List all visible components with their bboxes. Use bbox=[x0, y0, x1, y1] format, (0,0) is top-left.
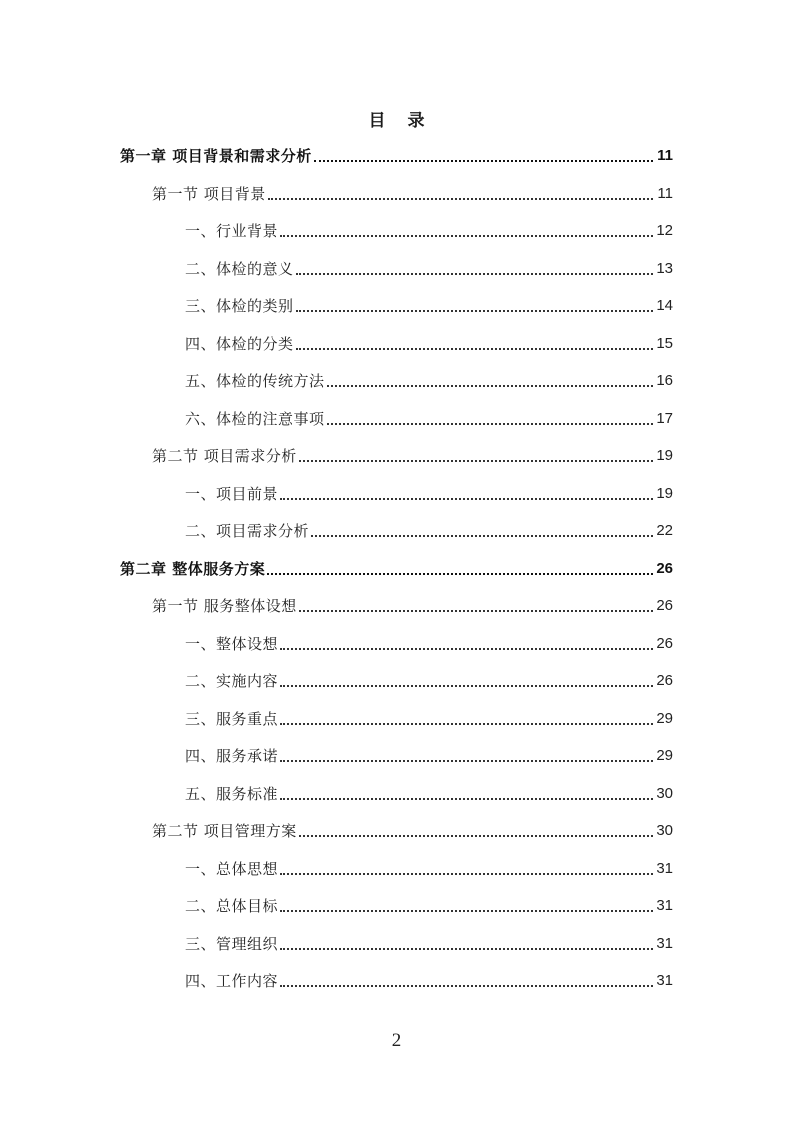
dot-leader bbox=[296, 273, 653, 275]
toc-entry-page: 31 bbox=[656, 934, 673, 952]
toc-entry-chapter-1[interactable] bbox=[120, 144, 673, 168]
dot-leader bbox=[299, 610, 653, 612]
toc-entry-label: 第二章 整体服务方案 bbox=[120, 559, 266, 578]
dot-leader bbox=[327, 385, 653, 387]
toc-entry-label: 六、体检的注意事项 bbox=[185, 409, 325, 428]
toc-entry-label: 三、管理组织 bbox=[185, 934, 279, 953]
toc-entry-page: 14 bbox=[656, 297, 673, 314]
toc-entry-item[interactable] bbox=[185, 969, 673, 993]
dot-leader bbox=[314, 160, 653, 162]
toc-entry-page: 13 bbox=[656, 259, 673, 277]
dot-leader bbox=[299, 460, 653, 462]
dot-leader bbox=[280, 723, 653, 725]
toc-entry-page: 29 bbox=[656, 747, 673, 764]
dot-leader bbox=[280, 985, 653, 987]
dot-leader bbox=[311, 535, 653, 537]
dot-leader bbox=[268, 198, 653, 200]
toc-entry-page: 26 bbox=[656, 597, 673, 614]
toc-entry-label: 第一节 项目背景 bbox=[152, 184, 266, 203]
toc-entry-page: 22 bbox=[656, 522, 673, 539]
toc-entry-page: 26 bbox=[656, 559, 673, 577]
toc-entry-label: 一、整体设想 bbox=[185, 634, 279, 653]
toc-entry-item[interactable] bbox=[185, 482, 673, 506]
toc-entry-label: 二、总体目标 bbox=[185, 897, 279, 915]
toc-entry-item[interactable] bbox=[185, 219, 673, 243]
toc-entry-label: 一、总体思想 bbox=[185, 859, 279, 878]
toc-entry-label: 一、项目前景 bbox=[185, 484, 279, 503]
toc-entry-page: 31 bbox=[656, 897, 673, 914]
toc-entry-item[interactable] bbox=[185, 294, 673, 318]
dot-leader bbox=[280, 760, 653, 762]
dot-leader bbox=[280, 235, 653, 237]
toc-entry-page: 19 bbox=[656, 484, 673, 502]
toc-entry-label: 二、实施内容 bbox=[185, 672, 279, 690]
toc-entry-item[interactable] bbox=[185, 857, 673, 881]
toc-title: 目 录 bbox=[368, 111, 433, 131]
toc-entry-page: 30 bbox=[656, 822, 673, 839]
toc-entry-label: 第二节 项目需求分析 bbox=[152, 447, 297, 465]
toc-entry-item[interactable] bbox=[185, 894, 673, 918]
toc-entry-label: 二、体检的意义 bbox=[185, 259, 294, 278]
toc-entry-label: 三、服务重点 bbox=[185, 709, 279, 728]
toc-entry-item[interactable] bbox=[185, 257, 673, 281]
toc-entry-chapter-2[interactable] bbox=[120, 557, 673, 581]
toc-entry-section[interactable] bbox=[152, 444, 673, 468]
toc-entry-section[interactable] bbox=[152, 819, 673, 843]
toc-entry-label: 五、服务标准 bbox=[185, 784, 279, 803]
toc-entry-item[interactable] bbox=[185, 369, 673, 393]
dot-leader bbox=[280, 648, 653, 650]
toc-entry-page: 12 bbox=[656, 222, 673, 239]
toc-entry-page: 16 bbox=[656, 372, 673, 389]
toc-entry-page: 11 bbox=[657, 184, 673, 202]
dot-leader bbox=[280, 948, 653, 950]
dot-leader bbox=[327, 423, 653, 425]
toc-entry-page: 26 bbox=[656, 672, 673, 689]
dot-leader bbox=[296, 310, 653, 312]
toc-entry-page: 11 bbox=[657, 147, 673, 164]
toc-entry-page: 15 bbox=[656, 334, 673, 352]
dot-leader bbox=[280, 910, 653, 912]
toc-entry-label: 一、行业背景 bbox=[185, 222, 279, 240]
toc-entry-label: 二、项目需求分析 bbox=[185, 522, 310, 540]
dot-leader bbox=[299, 835, 653, 837]
toc-entry-item[interactable] bbox=[185, 632, 673, 656]
toc-entry-label: 四、工作内容 bbox=[185, 972, 279, 990]
toc-entry-item[interactable] bbox=[185, 519, 673, 543]
page-number: 2 bbox=[391, 1030, 402, 1051]
toc-entry-page: 19 bbox=[656, 447, 673, 464]
toc-entry-item[interactable] bbox=[185, 932, 673, 956]
dot-leader bbox=[267, 573, 653, 575]
toc-entry-item[interactable] bbox=[185, 407, 673, 431]
toc-entry-item[interactable] bbox=[185, 782, 673, 806]
toc-entry-section[interactable] bbox=[152, 182, 673, 206]
toc-entry-page: 31 bbox=[656, 859, 673, 877]
toc-entry-label: 四、体检的分类 bbox=[185, 334, 294, 353]
dot-leader bbox=[280, 685, 653, 687]
toc-entry-label: 五、体检的传统方法 bbox=[185, 372, 325, 390]
toc-entry-item[interactable] bbox=[185, 669, 673, 693]
toc-entry-label: 四、服务承诺 bbox=[185, 747, 279, 765]
toc-entry-item[interactable] bbox=[185, 332, 673, 356]
toc-entry-label: 第二节 项目管理方案 bbox=[152, 822, 297, 840]
toc-entry-page: 17 bbox=[656, 409, 673, 427]
dot-leader bbox=[280, 873, 653, 875]
toc-entry-page: 31 bbox=[656, 972, 673, 989]
toc-entry-item[interactable] bbox=[185, 707, 673, 731]
dot-leader bbox=[280, 498, 653, 500]
dot-leader bbox=[296, 348, 653, 350]
toc-entry-section[interactable] bbox=[152, 594, 673, 618]
toc-entry-page: 29 bbox=[656, 709, 673, 727]
toc-entry-label: 三、体检的类别 bbox=[185, 297, 294, 315]
toc-entry-page: 26 bbox=[656, 634, 673, 652]
toc-entry-label: 第一章 项目背景和需求分析 bbox=[120, 147, 312, 165]
toc-entry-page: 30 bbox=[656, 784, 673, 802]
toc-entry-item[interactable] bbox=[185, 744, 673, 768]
dot-leader bbox=[280, 798, 653, 800]
toc-entry-label: 第一节 服务整体设想 bbox=[152, 597, 297, 615]
